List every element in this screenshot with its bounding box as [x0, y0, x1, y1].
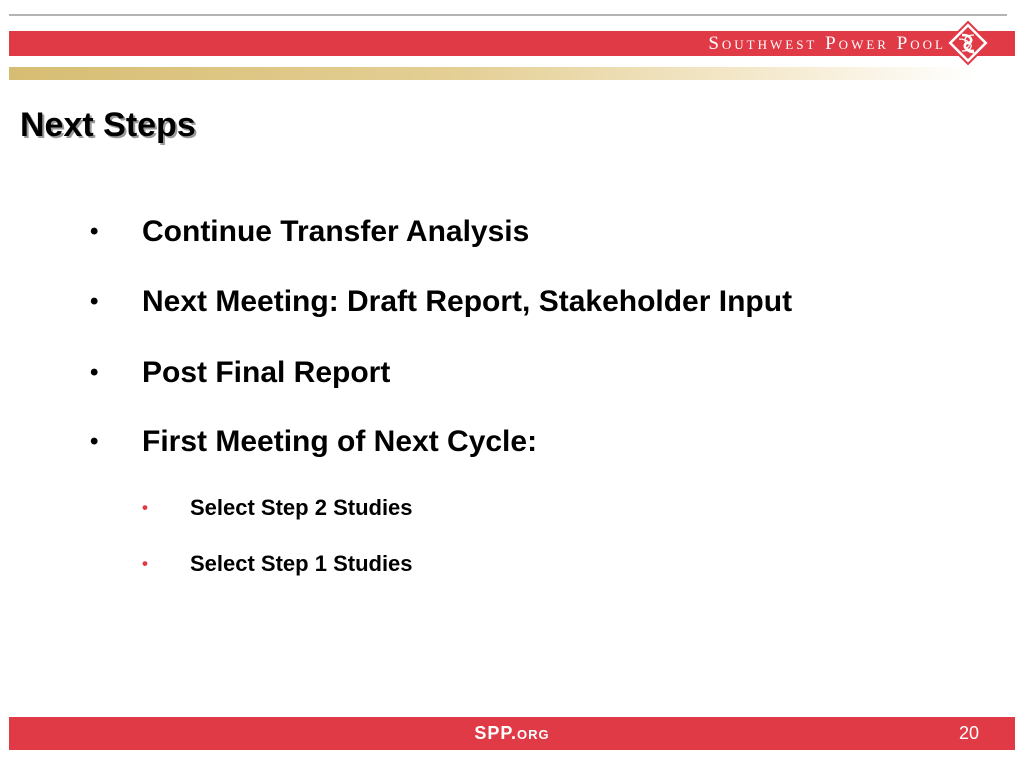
slide-title: Next Steps	[20, 106, 196, 144]
page-number: 20	[958, 723, 979, 743]
top-divider	[9, 14, 1007, 16]
brand-name: Southwest Power Pool	[708, 33, 946, 54]
footer-site-link[interactable]: SPP.org	[474, 723, 550, 743]
sub-bullet-dot-icon: •	[142, 498, 148, 517]
bullet-dot-icon: •	[90, 359, 99, 386]
bullet-dot-icon: •	[90, 288, 99, 315]
bullet-item	[90, 425, 538, 459]
bullet-text: First Meeting of Next Cycle:	[142, 425, 538, 458]
spp-logo-icon	[945, 20, 991, 66]
sub-bullet-dot-icon: •	[142, 554, 148, 573]
bullet-dot-icon: •	[90, 218, 99, 245]
sub-bullet-item	[142, 551, 413, 577]
bullet-item	[90, 285, 793, 319]
gold-accent-band	[9, 67, 1015, 80]
footer-band	[9, 717, 1015, 750]
sub-bullet-text: Select Step 2 Studies	[190, 495, 413, 520]
bullet-item	[90, 215, 530, 249]
sub-bullet-text: Select Step 1 Studies	[190, 551, 413, 576]
bullet-item	[90, 356, 391, 390]
sub-bullet-item	[142, 495, 413, 521]
bullet-text: Next Meeting: Draft Report, Stakeholder Input	[142, 285, 793, 318]
bullet-dot-icon: •	[90, 428, 99, 455]
bullet-text: Continue Transfer Analysis	[142, 215, 530, 248]
bullet-text: Post Final Report	[142, 356, 391, 389]
